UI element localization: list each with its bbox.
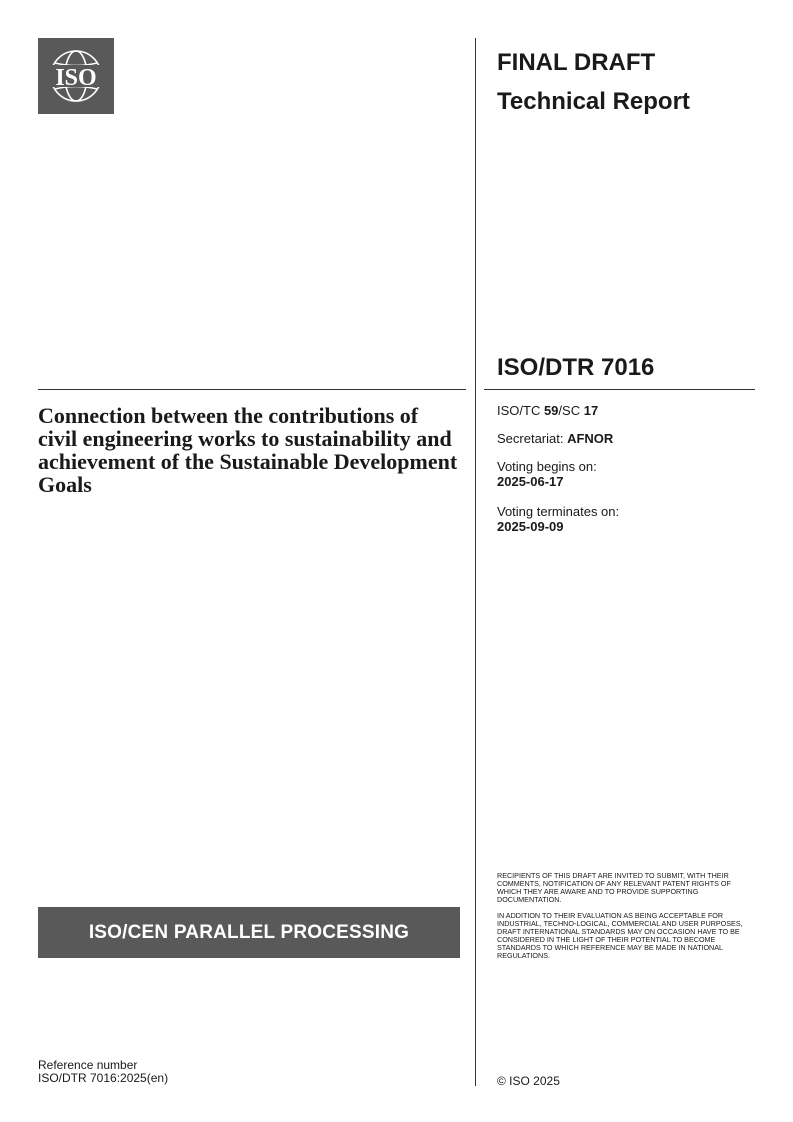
logo-text: ISO [55, 65, 97, 91]
evaluation-notice: IN ADDITION TO THEIR EVALUATION AS BEING ACCEPTABLE FOR INDUSTRIAL, TECHNO-LOGICAL, COMMERCIAL AND USER PURPOSES, DRAFT INTERNATIONAL STANDARDS MAY ON OCCASION HAVE TO BE CONSIDERED IN THE LIGHT OF THEIR POTENTIAL TO BECOME STANDARDS TO WHICH REFERENCE MAY BE MADE IN NATIONAL REGULATIONS. [497, 911, 743, 961]
banner-text: ISO/CEN PARALLEL PROCESSING [88, 921, 410, 943]
voting-ends-label: Voting terminates on: [497, 504, 620, 519]
reference-number [38, 1059, 168, 1085]
document-stage: FINAL DRAFT [497, 49, 656, 76]
document-title: Connection between the contributions of civil engineering works to sustainability and achievement of the Sustainable Development Goals [38, 403, 458, 497]
patent-notice: RECIPIENTS OF THIS DRAFT ARE INVITED TO SUBMIT, WITH THEIR COMMENTS, NOTIFICATION OF ANY RELEVANT PATENT RIGHTS OF WHICH THEY ARE AWARE AND TO PROVIDE SUPPORTING DOCUMENTATION. [497, 871, 731, 905]
secretariat-label: Secretariat: [497, 431, 568, 446]
column-divider [475, 38, 476, 1086]
right-rule [484, 389, 755, 390]
reference-label: Reference number [38, 1058, 138, 1072]
tc-number: 59 [543, 403, 559, 418]
document-type: Technical Report [497, 88, 690, 115]
committee-info [497, 403, 598, 418]
voting-begins-label: Voting begins on: [497, 459, 597, 474]
document-number: ISO/DTR 7016 [497, 354, 655, 381]
left-rule [38, 389, 466, 390]
sc-prefix: /SC [558, 403, 584, 418]
tc-prefix: ISO/TC [497, 403, 544, 418]
voting-ends-date: 2025-09-09 [497, 519, 564, 534]
copyright: © ISO 2025 [497, 1074, 560, 1088]
voting-ends [497, 504, 619, 534]
voting-begins-date: 2025-06-17 [497, 474, 564, 489]
globe-icon [38, 38, 114, 114]
sc-number: 17 [583, 403, 599, 418]
voting-begins [497, 459, 597, 489]
secretariat-value: AFNOR [567, 431, 614, 446]
parallel-processing-banner [38, 907, 460, 958]
secretariat-info [497, 431, 613, 446]
reference-value: ISO/DTR 7016:2025(en) [38, 1071, 169, 1085]
iso-logo [38, 38, 114, 114]
